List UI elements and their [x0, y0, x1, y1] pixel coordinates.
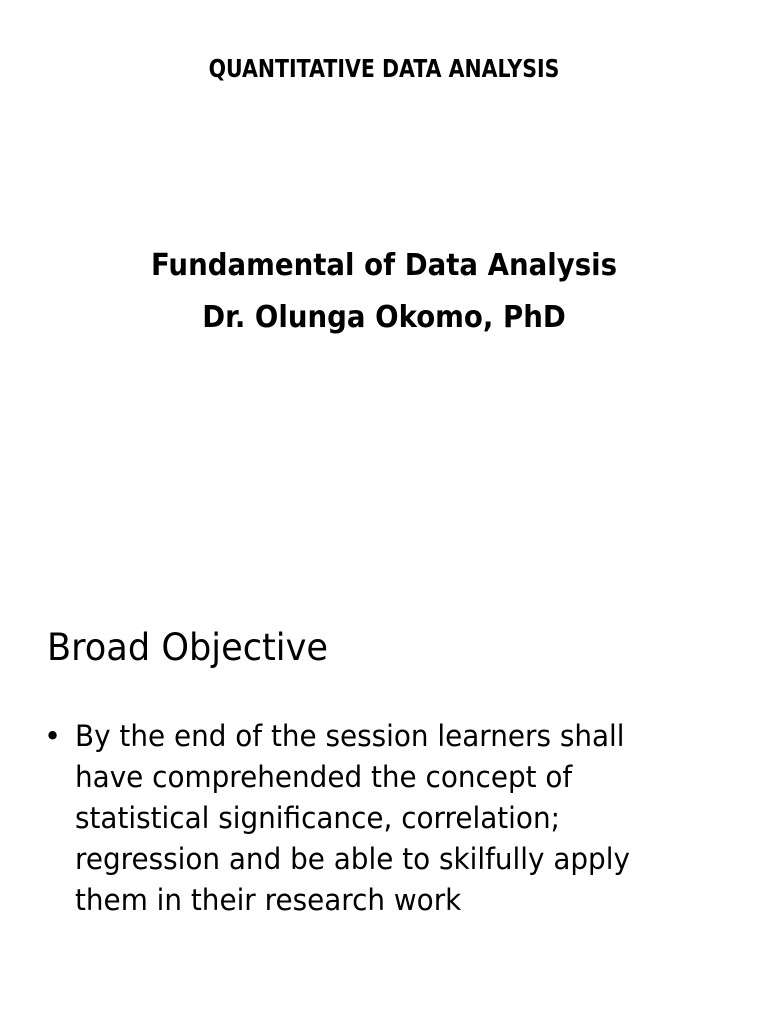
author-name: Dr. Olunga Okomo, PhD	[202, 300, 566, 335]
list-item	[44, 716, 724, 921]
subtitle-block	[0, 240, 768, 344]
objective-list	[44, 716, 724, 921]
course-subtitle: Fundamental of Data Analysis	[150, 248, 618, 283]
bullet-icon: •	[44, 719, 62, 753]
objective-text: By the end of the session learners shall have comprehended the concept of statistical significance, correlation; regression and be able to skilfully apply them in their research work	[75, 719, 630, 917]
document-title: QUANTITATIVE DATA ANALYSIS	[208, 54, 560, 83]
section-heading: Broad Objective	[47, 626, 329, 669]
